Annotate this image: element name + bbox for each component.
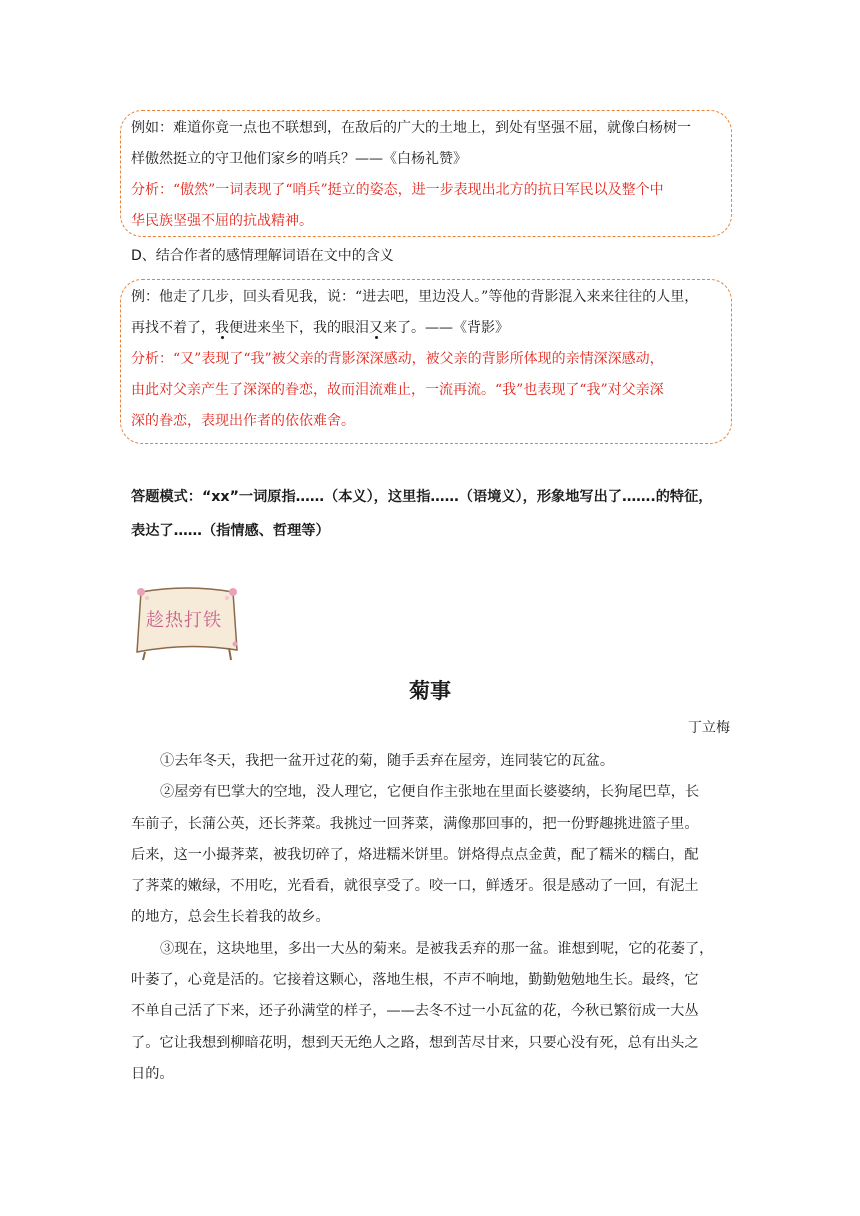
text-segment: 来了。——《背影》 xyxy=(383,320,509,336)
paragraph-line: 叶萎了，心竟是活的。它接着这颗心，落地生根，不声不响地，勤勤勉勉地生长。最终，它 xyxy=(131,972,699,989)
paragraph-3 xyxy=(131,934,731,1090)
analysis-line: 分析：“又”表现了“我”被父亲的背影深深感动，被父亲的背影所体现的亲情深深感动， xyxy=(131,351,664,367)
paragraph-1 xyxy=(131,746,731,777)
paragraph-line: 日的。 xyxy=(131,1065,174,1082)
analysis-line: 分析：“傲然”一词表现了“哨兵”挺立的姿态，进一步表现出北方的抗日军民以及整个中 xyxy=(131,182,664,198)
paragraph-2 xyxy=(131,777,731,933)
example-line: 例如：难道你竟一点也不联想到，在敌后的广大的土地上，到处有坚强不屈，就像白杨树一 xyxy=(131,120,691,136)
emphasis-dotted-char: 又 xyxy=(369,320,383,336)
paragraph-line: 了荠菜的嫩绿，不用吃，光看看，就很享受了。咬一口，鲜透牙。很是感动了一回，有泥土 xyxy=(131,878,699,895)
emphasis-dotted-char: 我 xyxy=(215,320,229,336)
paragraph-line: 后来，这一小撮荠菜，被我切碎了，烙进糯米饼里。饼烙得点点金黄，配了糯米的糯白，配 xyxy=(131,846,699,863)
example-line xyxy=(131,313,721,344)
analysis-line: 由此对父亲产生了深深的眷恋，故而泪流难止，一流再流。“我”也表现了“我”对父亲深 xyxy=(131,382,664,398)
text-segment: 便进来坐下，我的眼泪 xyxy=(229,320,369,336)
paragraph-line: 了。它让我想到柳暗花明，想到天无绝人之路，想到苦尽甘来，只要心没有死，总有出头之 xyxy=(131,1034,699,1051)
example-box-baiyang xyxy=(120,110,732,237)
section-d-heading: D、结合作者的感情理解词语在文中的含义 xyxy=(131,248,394,264)
practice-banner xyxy=(131,582,243,662)
article-author: 丁立梅 xyxy=(688,720,730,736)
article-body xyxy=(131,746,731,1090)
example-line: 例：他走了几步，回头看见我，说：“进去吧，里边没人。”等他的背影混入来来往往的人里， xyxy=(131,289,699,305)
paragraph-line: ③现在，这块地里，多出一大丛的菊来。是被我丢弃的那一盆。谁想到呢，它的花萎了， xyxy=(160,940,714,957)
paragraph-line: ①去年冬天，我把一盆开过花的菊，随手丢弃在屋旁，连同装它的瓦盆。 xyxy=(160,753,615,769)
example-box-beiying xyxy=(120,279,732,444)
paragraph-line: ②屋旁有巴掌大的空地，没人理它，它便自作主张地在里面长婆婆纳，长狗尾巴草，长 xyxy=(160,784,700,801)
text-segment: 再找不着了， xyxy=(131,320,215,336)
example-line: 样傲然挺立的守卫他们家乡的哨兵？——《白杨礼赞》 xyxy=(131,151,467,167)
banner-text: 趁热打铁 xyxy=(146,610,222,631)
answer-mode-line: 答题模式：“xx”一词原指……（本义），这里指……（语境义），形象地写出了…….的特征， xyxy=(131,489,713,505)
paragraph-line: 车前子，长蒲公英，还长荠菜。我挑过一回荠菜，满像那回事的，把一份野趣挑进篮子里。 xyxy=(131,815,699,832)
paragraph-line: 不单自己活了下来，还子孙满堂的样子，——去冬不过一小瓦盆的花，今秋已繁衍成一大丛 xyxy=(131,1003,699,1020)
answer-mode-line: 表达了……（指情感、哲理等） xyxy=(131,523,330,539)
analysis-line: 深的眷恋，表现出作者的依依难舍。 xyxy=(131,413,355,429)
analysis-line: 华民族坚强不屈的抗战精神。 xyxy=(131,213,313,229)
answer-mode xyxy=(131,480,731,548)
article-title: 菊事 xyxy=(409,679,451,703)
paragraph-line: 的地方，总会生长着我的故乡。 xyxy=(131,909,330,926)
